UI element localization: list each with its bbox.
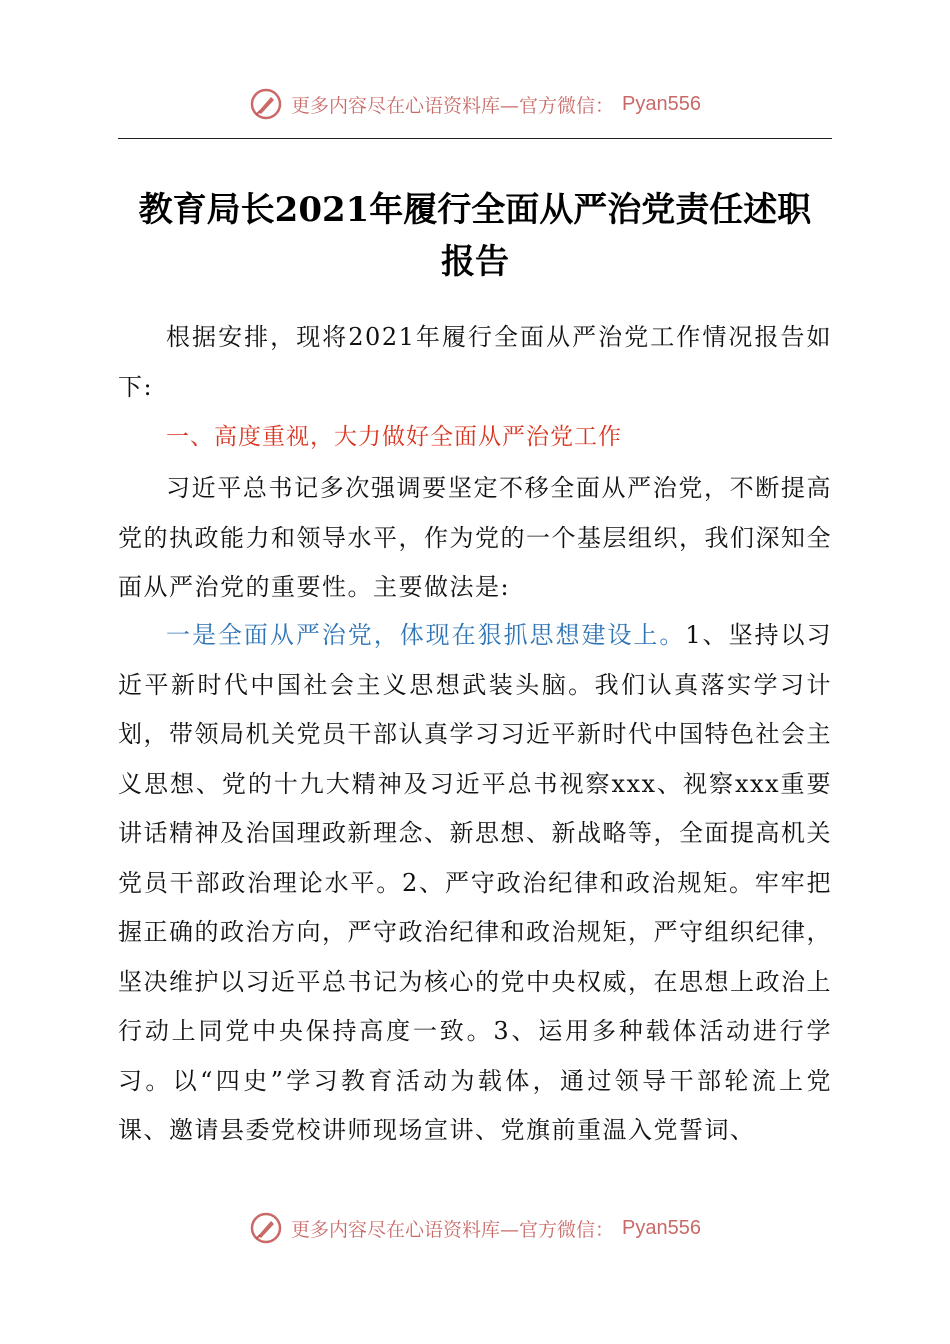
title-line-1: 教育局长2021年履行全面从严治党责任述职 <box>138 190 812 230</box>
footer-banner <box>0 1208 950 1248</box>
header-rule <box>118 138 832 139</box>
quill-logo-icon <box>249 87 283 121</box>
banner-wechat-id: Pyan556 <box>622 92 701 115</box>
paragraph-3 <box>118 611 832 1156</box>
banner-text: 更多内容尽在心语资料库—官方微信： <box>291 94 615 117</box>
paragraph-2: 习近平总书记多次强调要坚定不移全面从严治党，不断提高党的执政能力和领导水平，作为党的一个基层组织，我们深知全面从严治党的重要性。主要做法是: <box>118 474 832 601</box>
title-line-2: 报告 <box>441 242 509 282</box>
section-heading-1: 一、高度重视，大力做好全面从严治党工作 <box>166 424 622 450</box>
intro-paragraph: 根据安排，现将2021年履行全面从严治党工作情况报告如下: <box>118 323 832 401</box>
document-title <box>118 184 832 288</box>
paragraph-3-lead: 一是全面从严治党，体现在狠抓思想建设上。 <box>166 621 686 649</box>
footer-banner-text: 更多内容尽在心语资料库—官方微信： <box>291 1218 615 1241</box>
header-banner <box>0 84 950 124</box>
quill-logo-icon <box>249 1211 283 1245</box>
paragraph-3-body: 1、坚持以习近平新时代中国社会主义思想武装头脑。我们认真落实学习计划，带领局机关党员干部认真学习习近平新时代中国特色社会主义思想、党的十九大精神及习近平总书视察xxx、视察xxx重要讲话精神及治国理政新理念、新思想、新战略等，全面提高机关党员干部政治理论水平。2、严守政治纪律和政治规矩。牢牢把握正确的政治方向，严守政治纪律和政治规矩，严守组织纪律，坚决维护以习近平总书记为核心的党中央权威，在思想上政治上行动上同党中央保持高度一致。3、运用多种载体活动进行学习。以“四史”学习教育活动为载体，通过领导干部轮流上党课、邀请县委党校讲师现场宣讲、党旗前重温入党誓词、 <box>118 621 832 1144</box>
footer-banner-wechat-id: Pyan556 <box>622 1216 701 1239</box>
